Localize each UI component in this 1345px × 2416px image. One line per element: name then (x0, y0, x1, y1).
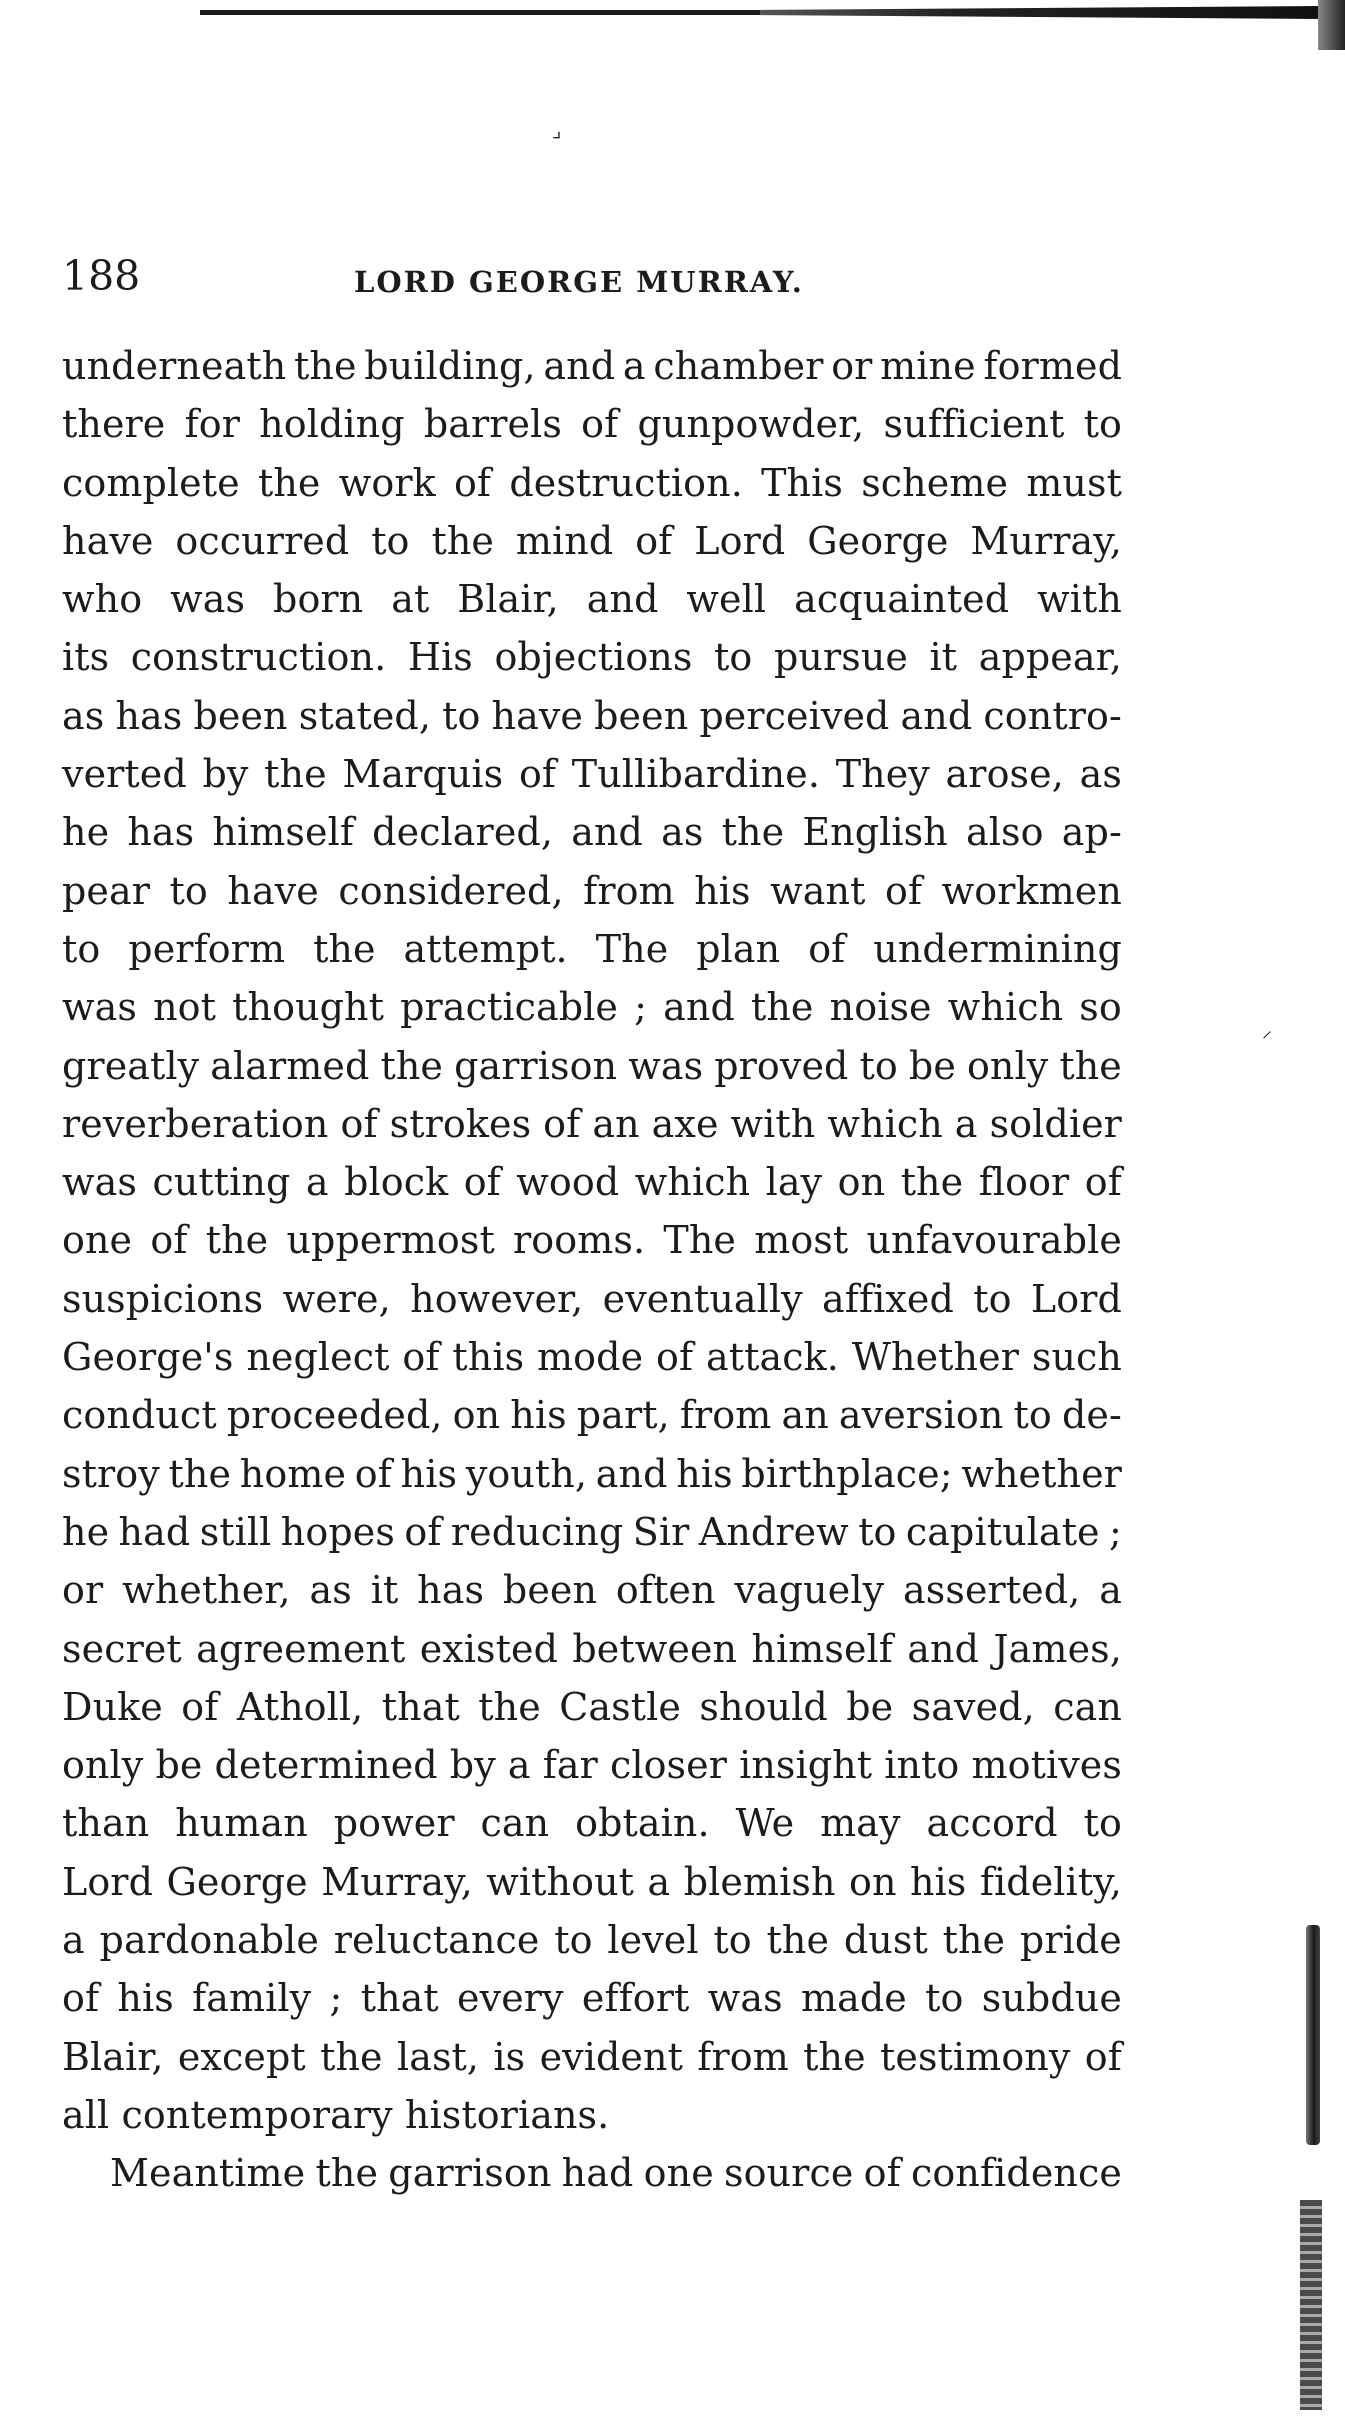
text-line: Lord George Murray, without a blemish on his fidelity, (62, 1859, 1122, 1904)
ink-speck: ⸝ (1262, 1018, 1272, 1042)
text-line: to perform the attempt. The plan of undermining (62, 926, 1122, 971)
text-line: he has himself declared, and as the English also ap- (62, 810, 1122, 855)
body-text (62, 337, 1122, 2203)
text-line: Duke of Atholl, that the Castle should be saved, can (62, 1684, 1122, 1729)
text-line: have occurred to the mind of Lord George Murray, (62, 518, 1122, 563)
text-line: only be determined by a far closer insight into motives (62, 1743, 1122, 1788)
text-line: of his family ; that every effort was made to subdue (62, 1976, 1122, 2021)
text-line: pear to have considered, from his want of workmen (62, 868, 1122, 913)
text-line: underneath the building, and a chamber or mine formed (62, 344, 1122, 388)
page-edge-shadow (1318, 0, 1345, 50)
running-head: LORD GEORGE MURRAY. (354, 265, 804, 299)
text-line: all contemporary historians. (62, 2092, 610, 2137)
text-line: who was born at Blair, and well acquainted with (62, 577, 1122, 622)
page-number: 188 (62, 252, 141, 300)
text-line: there for holding barrels of gunpowder, sufficient to (62, 402, 1122, 447)
text-line: conduct proceeded, on his part, from an aversion to de- (62, 1393, 1122, 1438)
text-line: verted by the Marquis of Tullibardine. They arose, as (62, 752, 1122, 797)
text-line: greatly alarmed the garrison was proved to be only the (62, 1043, 1122, 1088)
text-line: secret agreement existed between himself and James, (62, 1626, 1122, 1671)
text-line: or whether, as it has been often vaguely asserted, a (62, 1568, 1122, 1613)
ink-speck: ⌟ (552, 118, 562, 142)
page-header (62, 252, 1132, 312)
top-border-shadow (760, 6, 1320, 19)
text-line: than human power can obtain. We may accord to (62, 1801, 1122, 1846)
text-line: complete the work of destruction. This scheme must (62, 460, 1122, 505)
text-line: its construction. His objections to pursue it appear, (62, 635, 1122, 680)
text-line: suspicions were, however, eventually affixed to Lord (62, 1276, 1122, 1321)
text-line: reverberation of strokes of an axe with which a soldier (62, 1101, 1122, 1146)
text-line: Meantime the garrison had one source of confidence (110, 2151, 1122, 2196)
text-line: one of the uppermost rooms. The most unfavourable (62, 1218, 1122, 1263)
text-line: was cutting a block of wood which lay on the floor of (62, 1160, 1122, 1205)
binding-edge-texture (1300, 2200, 1322, 2410)
text-line: a pardonable reluctance to level to the dust the pride (62, 1918, 1122, 1963)
text-line: George's neglect of this mode of attack. Whether such (62, 1335, 1122, 1380)
text-line: was not thought practicable ; and the noise which so (62, 985, 1122, 1030)
text-line: as has been stated, to have been perceived and contro- (62, 693, 1122, 738)
text-line: he had still hopes of reducing Sir Andrew to capitulate ; (62, 1509, 1122, 1554)
binding-edge-mark (1306, 1925, 1320, 2145)
text-line: stroy the home of his youth, and his birthplace; whether (62, 1451, 1122, 1496)
text-line: Blair, except the last, is evident from the testimony of (62, 2034, 1122, 2079)
